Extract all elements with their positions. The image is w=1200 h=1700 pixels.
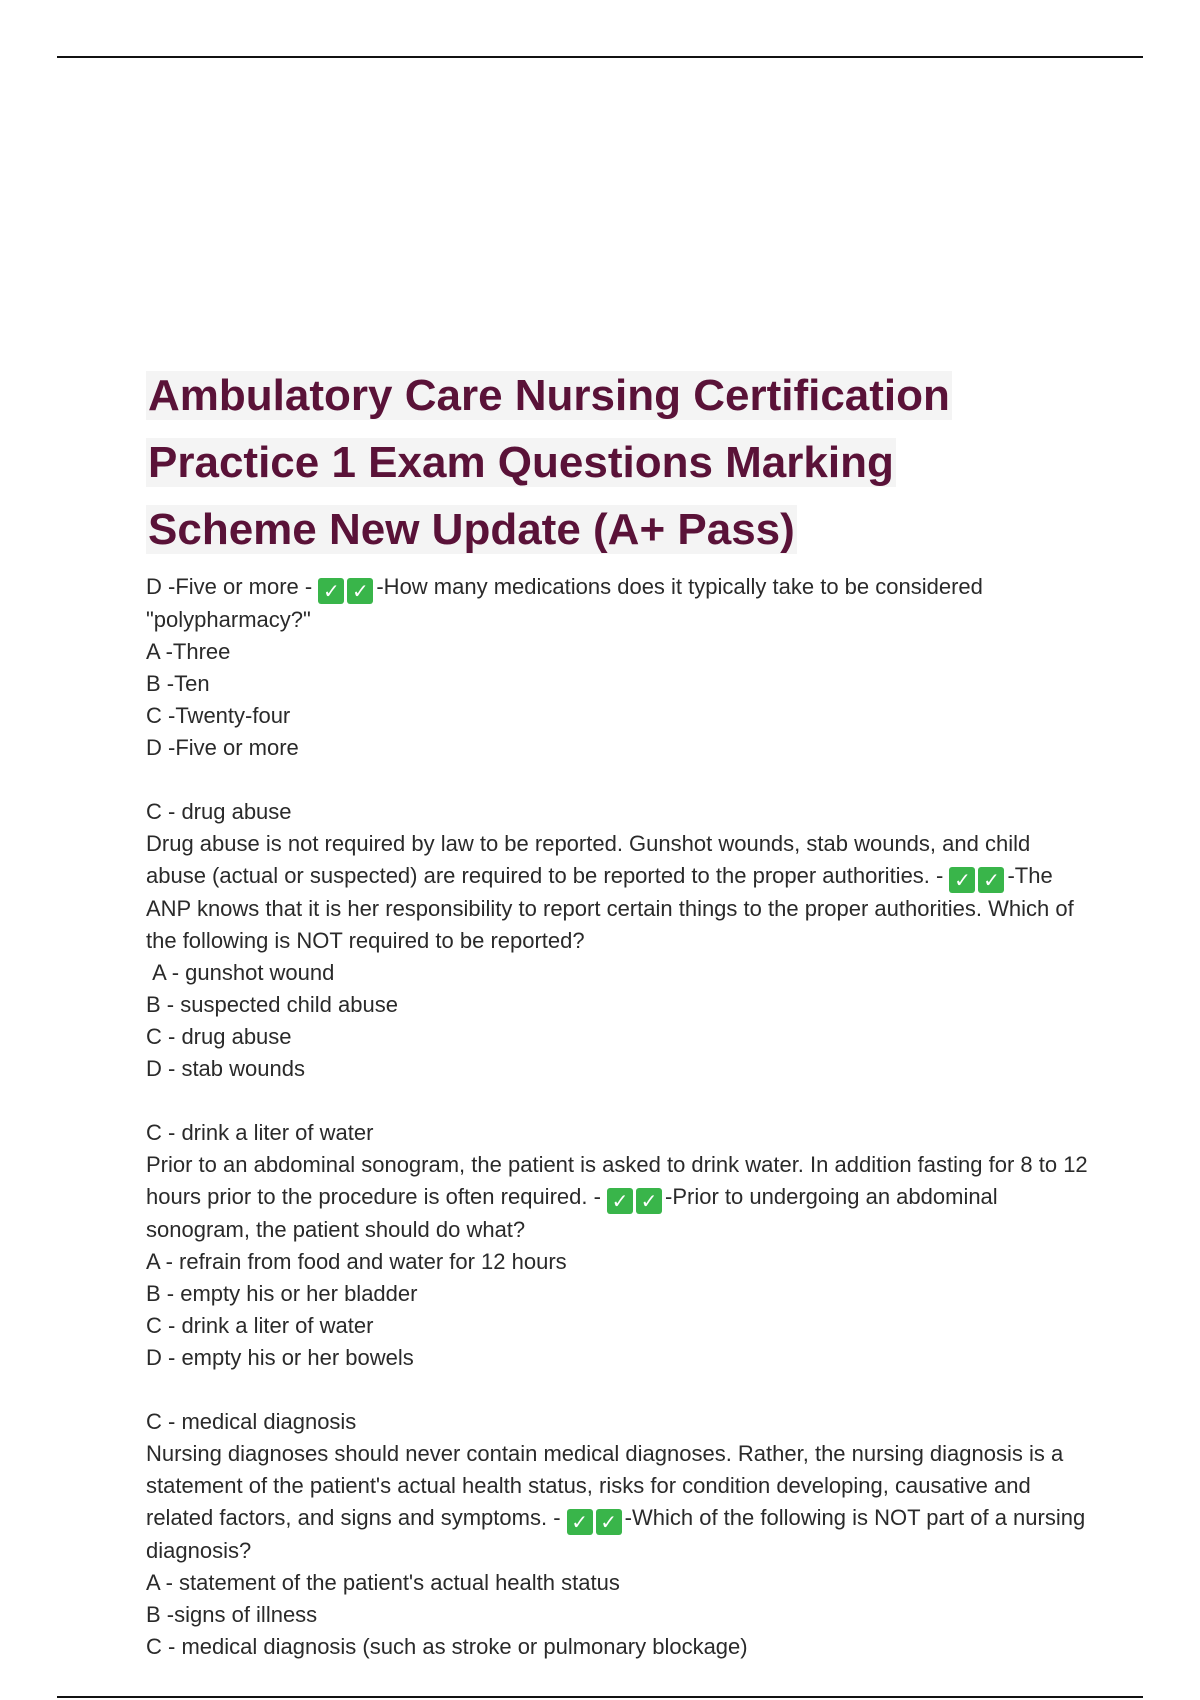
check-icon: ✓ <box>567 1509 593 1535</box>
option-c: C -Twenty-four <box>146 703 291 728</box>
answer-question-line: D -Five or more - ✓ ✓ -How many medications does it typically take to be considered "polypharmacy?" <box>146 574 989 632</box>
option-c: C - drug abuse <box>146 1024 292 1049</box>
option-c: C - drink a liter of water <box>146 1313 374 1338</box>
answer-line: C - drug abuse <box>146 799 292 824</box>
title-line: Scheme New Update (A+ Pass) <box>148 505 795 554</box>
bottom-rule <box>57 1696 1143 1698</box>
option-b: B - suspected child abuse <box>146 992 398 1017</box>
check-icon: ✓ <box>949 867 975 893</box>
top-rule <box>57 56 1143 58</box>
option-b: B -Ten <box>146 671 210 696</box>
check-icon: ✓ <box>978 867 1004 893</box>
check-icon: ✓ <box>607 1188 633 1214</box>
option-c: C - medical diagnosis (such as stroke or pulmonary blockage) <box>146 1634 748 1659</box>
question-block-4 <box>146 1406 1096 1663</box>
check-icon: ✓ <box>347 578 373 604</box>
document-body <box>146 362 1096 1663</box>
title-line: Practice 1 Exam Questions Marking <box>148 438 894 487</box>
option-a: A -Three <box>146 639 231 664</box>
question-block-1 <box>146 571 1096 764</box>
title-line: Ambulatory Care Nursing Certification <box>148 371 950 420</box>
option-d: D - stab wounds <box>146 1056 305 1081</box>
question-list <box>146 571 1096 1663</box>
check-icon: ✓ <box>636 1188 662 1214</box>
check-icon: ✓ <box>596 1509 622 1535</box>
document-title <box>146 362 1096 563</box>
option-a: A - refrain from food and water for 12 hours <box>146 1249 567 1274</box>
rationale-question-line: Prior to an abdominal sonogram, the patient is asked to drink water. In addition fasting for 8 to 12 hours prior to the procedure is often required. - ✓ ✓ -Prior to undergoing an abdominal sonogram, the patient should do what? <box>146 1152 1094 1242</box>
option-a: A - statement of the patient's actual health status <box>146 1570 620 1595</box>
option-d: D -Five or more <box>146 735 299 760</box>
check-icon: ✓ <box>318 578 344 604</box>
question-block-2 <box>146 796 1096 1085</box>
rationale-question-line: Nursing diagnoses should never contain medical diagnoses. Rather, the nursing diagnosis is a statement of the patient's actual health status, risks for condition developing, causative and related factors, and signs and symptoms. - ✓ ✓ -Which of the following is NOT part of a nursing diagnosis? <box>146 1441 1092 1563</box>
option-a: A - gunshot wound <box>146 960 335 985</box>
option-d: D - empty his or her bowels <box>146 1345 414 1370</box>
rationale-question-line: Drug abuse is not required by law to be reported. Gunshot wounds, stab wounds, and child abuse (actual or suspected) are required to be reported to the proper authorities. - ✓ ✓ -The ANP knows that it is her responsibility to report certain things to the proper authorities. Which of the following is NOT required to be reported? <box>146 831 1080 953</box>
option-b: B - empty his or her bladder <box>146 1281 418 1306</box>
answer-line: C - medical diagnosis <box>146 1409 357 1434</box>
option-b: B -signs of illness <box>146 1602 318 1627</box>
question-block-3 <box>146 1117 1096 1374</box>
answer-line: C - drink a liter of water <box>146 1120 374 1145</box>
